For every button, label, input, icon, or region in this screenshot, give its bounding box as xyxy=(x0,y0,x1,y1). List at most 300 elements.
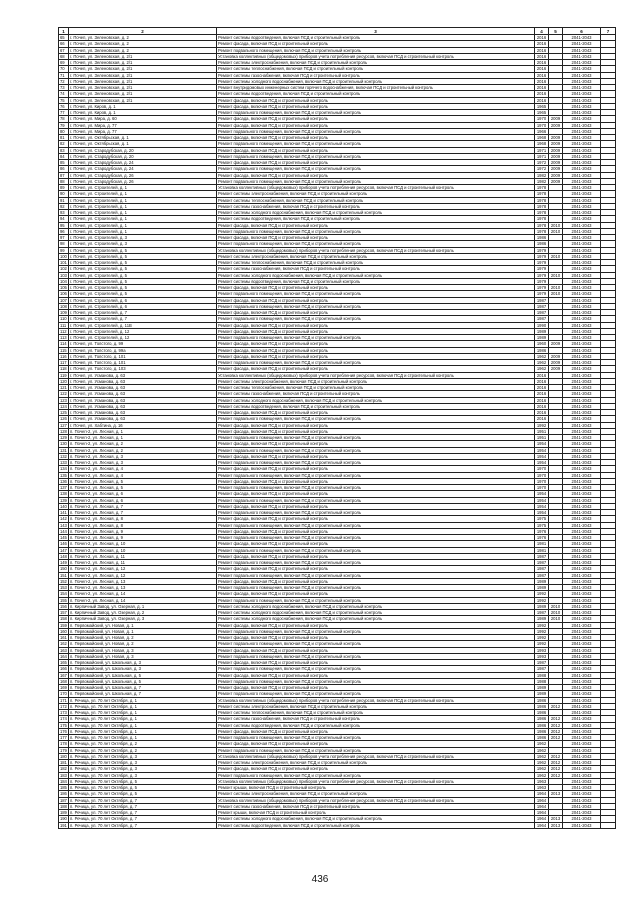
cell-build-year: 1954 xyxy=(535,453,549,459)
cell-address: г. Почеп, ул. Строителей, д. 5 xyxy=(69,266,217,272)
cell-row-number: 179 xyxy=(60,747,67,753)
cell-planned-period: 2041-2043 xyxy=(563,185,601,191)
cell-work-type: Установка коллективных (общедомовых) приборов учета потребления ресурсов, включая ПСД и строительный контроль xyxy=(217,697,535,703)
cell-build-year: 1964 xyxy=(535,816,549,822)
cell-planned-period: 2041-2043 xyxy=(563,360,601,366)
cell-work-type: Ремонт фасада, включая ПСД и строительный контроль xyxy=(217,103,535,109)
cell-build-year: 1954 xyxy=(535,503,549,509)
cell-address: г. Почеп, ул. Усманова, д. 63 xyxy=(69,391,217,397)
cell-row-number: 176 xyxy=(60,728,67,734)
cell-row-number: 138 xyxy=(60,491,67,497)
cell-planned-period: 2041-2043 xyxy=(563,791,601,797)
cell-address: г. Почеп, ул. Строителей, д. 1 xyxy=(69,203,217,209)
cell-repair-year: 2009 xyxy=(549,122,563,128)
cell-work-type: Ремонт системы холодного водоснабжения, включая ПСД и строительный контроль xyxy=(217,816,535,822)
cell-work-type: Ремонт системы электроснабжения, включая ПСД и строительный контроль xyxy=(217,378,535,384)
cell-address: п. Речица, ул. 70 лет Октября, д. 3 xyxy=(69,760,217,766)
cell-planned-period: 2041-2043 xyxy=(563,703,601,709)
cell-work-type: Установка коллективных (общедомовых) приборов учета потребления ресурсов, включая ПСД и строительный контроль xyxy=(217,247,535,253)
cell-build-year: 1979 xyxy=(535,291,549,297)
cell-planned-period: 2041-2043 xyxy=(563,328,601,334)
cell-address: г. Почеп, ул. Строителей, д. 3 xyxy=(69,235,217,241)
cell-repair-year: 2010 xyxy=(549,285,563,291)
cell-row-number: 68 xyxy=(59,53,69,59)
cell-build-year: 1992 xyxy=(535,635,549,641)
cell-work-type: Ремонт фасада, включая ПСД и строительный контроль xyxy=(217,728,535,734)
cell-row-number: 130 xyxy=(60,441,67,447)
cell-repair-year: 2009 xyxy=(549,141,563,147)
cell-address: п. Почеп-2, ул. Лесная, д. 2 xyxy=(69,441,217,447)
cell-row-number: 87 xyxy=(59,172,69,178)
cell-planned-period: 2041-2043 xyxy=(563,478,601,484)
cell-address: г. Почеп, ул. Строителей, д. 7 xyxy=(69,310,217,316)
cell-row-number: 78 xyxy=(59,116,69,122)
cell-address: г. Почеп, ул. Стародубская, д. 26 xyxy=(69,172,217,178)
cell-row-number: 110 xyxy=(60,316,67,322)
cell-address: г. Почеп, ул. Октябрьская, д. 1 xyxy=(69,141,217,147)
cell-build-year: 1978 xyxy=(535,185,549,191)
repair-schedule-table xyxy=(58,27,616,829)
cell-work-type: Ремонт подвального помещения, включая ПСД и строительный контроль xyxy=(217,153,535,159)
cell-work-type: Ремонт фасада, включая ПСД и строительный контроль xyxy=(217,660,535,666)
cell-planned-period: 2041-2043 xyxy=(563,697,601,703)
cell-build-year: 2016 xyxy=(535,66,549,72)
cell-work-type: Ремонт системы холодного водоснабжения, включая ПСД и строительный контроль xyxy=(217,210,535,216)
cell-build-year: 1962 xyxy=(535,741,549,747)
cell-row-number: 71 xyxy=(59,72,69,78)
cell-work-type: Ремонт системы холодного водоснабжения, включая ПСД и строительный контроль xyxy=(217,610,535,616)
cell-row-number: 126 xyxy=(60,416,67,422)
cell-build-year: 1962 xyxy=(535,760,549,766)
cell-address: п. Речица, ул. 70 лет Октября, д. 7 xyxy=(69,810,217,816)
cell-planned-period: 2041-2043 xyxy=(563,397,601,403)
cell-planned-period: 2041-2043 xyxy=(563,341,601,347)
cell-build-year: 1970 xyxy=(535,122,549,128)
cell-build-year: 1989 xyxy=(535,335,549,341)
cell-row-number: 160 xyxy=(60,628,67,634)
cell-planned-period: 2041-2043 xyxy=(563,153,601,159)
cell-row-number: 67 xyxy=(59,47,69,53)
cell-address: г. Почеп, ул. Мира, д. 77 xyxy=(69,122,217,128)
cell-address: п. Речица, ул. 70 лет Октября, д. 2 xyxy=(69,741,217,747)
cell-work-type: Ремонт подвального помещения, включая ПСД и строительный контроль xyxy=(217,572,535,578)
cell-planned-period: 2041-2043 xyxy=(563,528,601,534)
cell-planned-period: 2041-2043 xyxy=(563,672,601,678)
cell-build-year: 1987 xyxy=(535,303,549,309)
cell-repair-year: 2012 xyxy=(549,716,563,722)
cell-address: п. Речица, ул. 70 лет Октября, д. 1 xyxy=(69,710,217,716)
cell-planned-period: 2041-2043 xyxy=(563,410,601,416)
header-col-3: 3 xyxy=(217,28,535,35)
cell-work-type: Ремонт системы электроснабжения, включая ПСД и строительный контроль xyxy=(217,703,535,709)
cell-row-number: 79 xyxy=(59,122,69,128)
cell-build-year: 1989 xyxy=(535,578,549,584)
cell-build-year: 1979 xyxy=(535,247,549,253)
cell-row-number: 119 xyxy=(60,372,67,378)
cell-address: г. Почеп, ул. Хабтина, д. 16 xyxy=(69,422,217,428)
cell-row-number: 157 xyxy=(60,610,67,616)
cell-build-year: 1954 xyxy=(535,510,549,516)
cell-planned-period: 2041-2043 xyxy=(563,228,601,234)
cell-work-type: Ремонт подвального помещения, включая ПСД и строительный контроль xyxy=(217,460,535,466)
cell-row-number: 177 xyxy=(60,735,67,741)
cell-planned-period: 2041-2043 xyxy=(563,622,601,628)
cell-row-number: 77 xyxy=(59,110,69,116)
cell-planned-period: 2041-2043 xyxy=(563,385,601,391)
cell-work-type: Ремонт подвального помещения, включая ПСД и строительный контроль xyxy=(217,360,535,366)
cell-row-number: 99 xyxy=(59,247,69,253)
cell-address: г. Почеп, ул. Усманова, д. 63 xyxy=(69,416,217,422)
cell-repair-year: 2012 xyxy=(549,722,563,728)
cell-planned-period: 2041-2043 xyxy=(563,678,601,684)
cell-build-year: 1963 xyxy=(535,778,549,784)
cell-work-type: Ремонт подвального помещения, включая ПСД и строительный контроль xyxy=(217,316,535,322)
cell-work-type: Ремонт фасада, включая ПСД и строительный контроль xyxy=(217,410,535,416)
cell-planned-period: 2041-2043 xyxy=(563,347,601,353)
cell-address: п. Кирпичный Завод, ул. Озерная, д. 2 xyxy=(69,610,217,616)
cell-address: п. Почеп-2, ул. Лесная, д. 9 xyxy=(69,528,217,534)
cell-planned-period: 2041-2043 xyxy=(563,541,601,547)
cell-row-number: 128 xyxy=(60,428,67,434)
cell-planned-period: 2041-2043 xyxy=(563,660,601,666)
cell-row-number: 75 xyxy=(59,97,69,103)
cell-repair-year: 2012 xyxy=(549,766,563,772)
cell-work-type: Ремонт системы электроснабжения, включая ПСД и строительный контроль xyxy=(217,760,535,766)
cell-row-number: 72 xyxy=(59,78,69,84)
cell-work-type: Ремонт системы газоснабжения, включая ПСД и строительный контроль xyxy=(217,803,535,809)
cell-repair-year: 2009 xyxy=(549,153,563,159)
cell-row-number: 120 xyxy=(60,378,67,384)
cell-address: п. Почеп-2, ул. Лесная, д. 5 xyxy=(69,478,217,484)
cell-row-number: 188 xyxy=(60,803,67,809)
cell-planned-period: 2041-2043 xyxy=(563,560,601,566)
cell-address: г. Почеп, ул. Усманова, д. 63 xyxy=(69,410,217,416)
cell-build-year: 1971 xyxy=(535,147,549,153)
cell-build-year: 2016 xyxy=(535,372,549,378)
cell-planned-period: 2041-2043 xyxy=(563,216,601,222)
cell-address: г. Почеп, ул. Строителей, д. 1 xyxy=(69,222,217,228)
cell-address: п. Почеп-2, ул. Лесная, д. 1 xyxy=(69,435,217,441)
cell-planned-period: 2041-2043 xyxy=(563,510,601,516)
cell-row-number: 100 xyxy=(60,253,67,259)
cell-build-year: 1981 xyxy=(535,541,549,547)
cell-planned-period: 2041-2043 xyxy=(563,628,601,634)
cell-address: г. Почеп, ул. Усманова, д. 63 xyxy=(69,403,217,409)
cell-address: г. Почеп, ул. Стародубская, д. 24 xyxy=(69,166,217,172)
cell-address: п. Почеп-2, ул. Лесная, д. 7 xyxy=(69,510,217,516)
cell-build-year: 1978 xyxy=(535,197,549,203)
cell-work-type: Ремонт подвального помещения, включая ПСД и строительный контроль xyxy=(217,447,535,453)
cell-planned-period: 2041-2043 xyxy=(563,591,601,597)
cell-row-number: 150 xyxy=(60,566,67,572)
cell-build-year: 1987 xyxy=(535,297,549,303)
cell-build-year: 1989 xyxy=(535,603,549,609)
cell-address: п. Первомайский, ул. Новая, д. 3 xyxy=(69,647,217,653)
cell-work-type: Ремонт подвального помещения, включая ПСД и строительный контроль xyxy=(217,560,535,566)
cell-planned-period: 2041-2043 xyxy=(563,353,601,359)
cell-address: п. Почеп-2, ул. Лесная, д. 3 xyxy=(69,460,217,466)
cell-work-type: Ремонт подвального помещения, включая ПСД и строительный контроль xyxy=(217,691,535,697)
cell-work-type: Ремонт подвального помещения, включая ПСД и строительный контроль xyxy=(217,241,535,247)
cell-planned-period: 2041-2043 xyxy=(563,610,601,616)
cell-row-number: 183 xyxy=(60,772,67,778)
cell-planned-period: 2041-2043 xyxy=(563,97,601,103)
cell-build-year: 1982 xyxy=(535,178,549,184)
cell-row-number: 94 xyxy=(59,216,69,222)
cell-address: г. Почеп, ул. Стародубская, д. 24 xyxy=(69,160,217,166)
cell-work-type: Ремонт системы холодного водоснабжения, включая ПСД и строительный контроль xyxy=(217,397,535,403)
cell-row-number: 123 xyxy=(60,397,67,403)
cell-address: п. Речица, ул. 70 лет Октября, д. 3 xyxy=(69,766,217,772)
cell-planned-period: 2041-2043 xyxy=(563,222,601,228)
cell-planned-period: 2041-2043 xyxy=(563,603,601,609)
cell-row-number: 82 xyxy=(59,141,69,147)
cell-work-type: Ремонт подвального помещения, включая ПСД и строительный контроль xyxy=(217,291,535,297)
cell-address: г. Почеп, ул. Строителей, д. 5 xyxy=(69,247,217,253)
cell-work-type: Ремонт системы холодного водоснабжения, включая ПСД и строительный контроль xyxy=(217,616,535,622)
cell-build-year: 1987 xyxy=(535,610,549,616)
cell-address: г. Почеп, ул. Киров, д. 1 xyxy=(69,110,217,116)
cell-row-number: 83 xyxy=(59,147,69,153)
cell-address: г. Почеп, ул. Усманова, д. 63 xyxy=(69,397,217,403)
cell-work-type: Ремонт фасада, включая ПСД и строительный контроль xyxy=(217,466,535,472)
cell-row-number: 155 xyxy=(60,597,67,603)
cell-address: г. Почеп, ул. Стародубская, д. 20 xyxy=(69,153,217,159)
cell-build-year: 2016 xyxy=(535,385,549,391)
cell-address: п. Речица, ул. 70 лет Октября, д. 5 xyxy=(69,785,217,791)
cell-work-type: Ремонт подвального помещения, включая ПСД и строительный контроль xyxy=(217,435,535,441)
cell-address: п. Почеп-2, ул. Лесная, д. 5 xyxy=(69,485,217,491)
cell-work-type: Ремонт фасада, включая ПСД и строительный контроль xyxy=(217,516,535,522)
cell-row-number: 140 xyxy=(60,503,67,509)
cell-planned-period: 2041-2043 xyxy=(563,428,601,434)
cell-work-type: Ремонт фасада, включая ПСД и строительный контроль xyxy=(217,622,535,628)
cell-planned-period: 2041-2043 xyxy=(563,178,601,184)
cell-row-number: 103 xyxy=(60,272,67,278)
cell-repair-year: 2012 xyxy=(549,703,563,709)
cell-build-year: 2016 xyxy=(535,378,549,384)
cell-row-number: 187 xyxy=(60,797,67,803)
cell-address: п. Речица, ул. 70 лет Октября, д. 3 xyxy=(69,772,217,778)
cell-build-year: 1982 xyxy=(535,172,549,178)
cell-address: п. Речица, ул. 70 лет Октября, д. 1 xyxy=(69,716,217,722)
cell-work-type: Ремонт фасада, включая ПСД и строительный контроль xyxy=(217,347,535,353)
cell-build-year: 1964 xyxy=(535,822,549,828)
cell-build-year: 1987 xyxy=(535,553,549,559)
cell-planned-period: 2041-2043 xyxy=(563,666,601,672)
cell-build-year: 1972 xyxy=(535,160,549,166)
cell-row-number: 167 xyxy=(60,672,67,678)
cell-work-type: Ремонт системы водоотведения, включая ПСД и строительный контроль xyxy=(217,91,535,97)
cell-work-type: Ремонт подвального помещения, включая ПСД и строительный контроль xyxy=(217,47,535,53)
cell-repair-year: 2009 xyxy=(549,135,563,141)
cell-address: п. Первомайский, ул. Новая, д. 3 xyxy=(69,653,217,659)
cell-work-type: Ремонт подвального помещения, включая ПСД и строительный контроль xyxy=(217,510,535,516)
cell-planned-period: 2041-2043 xyxy=(563,772,601,778)
cell-address: п. Почеп-2, ул. Лесная, д. 11 xyxy=(69,560,217,566)
cell-repair-year: 2010 xyxy=(549,272,563,278)
cell-work-type: Ремонт системы водоотведения, включая ПСД и строительный контроль xyxy=(217,822,535,828)
cell-build-year: 1975 xyxy=(535,522,549,528)
cell-work-type: Ремонт фасада, включая ПСД и строительный контроль xyxy=(217,235,535,241)
cell-work-type: Ремонт фасада, включая ПСД и строительный контроль xyxy=(217,222,535,228)
cell-row-number: 81 xyxy=(59,135,69,141)
cell-build-year: 2016 xyxy=(535,403,549,409)
cell-row-number: 84 xyxy=(59,153,69,159)
cell-work-type: Ремонт системы газоснабжения, включая ПСД и строительный контроль xyxy=(217,72,535,78)
cell-planned-period: 2041-2043 xyxy=(563,803,601,809)
cell-build-year: 1986 xyxy=(535,722,549,728)
cell-build-year: 1987 xyxy=(535,310,549,316)
cell-row-number: 136 xyxy=(60,478,67,484)
cell-row-number: 135 xyxy=(60,472,67,478)
cell-build-year: 1986 xyxy=(535,703,549,709)
cell-build-year: 2016 xyxy=(535,78,549,84)
cell-build-year: 1993 xyxy=(535,653,549,659)
cell-planned-period: 2041-2043 xyxy=(563,466,601,472)
cell-planned-period: 2041-2043 xyxy=(563,653,601,659)
cell-work-type: Ремонт подвального помещения, включая ПСД и строительный контроль xyxy=(217,416,535,422)
cell-repair-year: 2009 xyxy=(549,341,563,347)
cell-repair-year: 2010 xyxy=(549,616,563,622)
cell-planned-period: 2041-2043 xyxy=(563,472,601,478)
cell-planned-period: 2041-2043 xyxy=(563,72,601,78)
cell-address: г. Почеп, ул. Зеленовская, д. 2 xyxy=(69,35,217,41)
cell-planned-period: 2041-2043 xyxy=(563,366,601,372)
cell-address: п. Почеп-2, ул. Лесная, д. 1 xyxy=(69,428,217,434)
cell-row-number: 175 xyxy=(60,722,67,728)
cell-build-year: 1992 xyxy=(535,591,549,597)
cell-planned-period: 2041-2043 xyxy=(563,141,601,147)
cell-row-number: 185 xyxy=(60,785,67,791)
cell-work-type: Ремонт фасада, включая ПСД и строительный контроль xyxy=(217,353,535,359)
cell-extra xyxy=(601,822,616,828)
cell-build-year: 1964 xyxy=(535,797,549,803)
cell-planned-period: 2041-2043 xyxy=(563,435,601,441)
cell-repair-year: 2009 xyxy=(549,360,563,366)
cell-address: п. Речица, ул. 70 лет Октября, д. 1 xyxy=(69,697,217,703)
table-body xyxy=(59,35,616,829)
cell-work-type: Ремонт системы газоснабжения, включая ПСД и строительный контроль xyxy=(217,391,535,397)
cell-work-type: Ремонт подвального помещения, включая ПСД и строительный контроль xyxy=(217,335,535,341)
cell-address: г. Почеп, ул. Строителей, д. 12 xyxy=(69,335,217,341)
cell-address: г. Почеп, ул. Строителей, д. 5 xyxy=(69,253,217,259)
cell-planned-period: 2041-2043 xyxy=(563,172,601,178)
cell-work-type: Ремонт подвального помещения, включая ПСД и строительный контроль xyxy=(217,110,535,116)
cell-row-number: 159 xyxy=(60,622,67,628)
cell-build-year: 1986 xyxy=(535,735,549,741)
cell-build-year: 1954 xyxy=(535,441,549,447)
cell-work-type: Ремонт фасада, включая ПСД и строительный контроль xyxy=(217,491,535,497)
cell-planned-period: 2041-2043 xyxy=(563,316,601,322)
cell-work-type: Ремонт фасада, включая ПСД и строительный контроль xyxy=(217,578,535,584)
cell-work-type: Ремонт фасада, включая ПСД и строительный контроль xyxy=(217,441,535,447)
cell-build-year: 1954 xyxy=(535,497,549,503)
cell-planned-period: 2041-2043 xyxy=(563,578,601,584)
cell-address: г. Почеп, ул. Усманова, д. 63 xyxy=(69,378,217,384)
header-col-4: 4 xyxy=(535,28,549,35)
cell-build-year: 1990 xyxy=(535,322,549,328)
cell-row-number: 171 xyxy=(60,697,67,703)
cell-work-type: Ремонт системы электроснабжения, включая ПСД и строительный контроль xyxy=(217,60,535,66)
cell-planned-period: 2041-2043 xyxy=(563,566,601,572)
cell-build-year: 1972 xyxy=(535,166,549,172)
cell-work-type: Ремонт подвального помещения, включая ПСД и строительный контроль xyxy=(217,747,535,753)
cell-row-number: 70 xyxy=(59,66,69,72)
cell-work-type: Ремонт подвального помещения, включая ПСД и строительный контроль xyxy=(217,772,535,778)
cell-work-type: Ремонт подвального помещения, включая ПСД и строительный контроль xyxy=(217,497,535,503)
cell-work-type: Ремонт фасада, включая ПСД и строительный контроль xyxy=(217,285,535,291)
cell-row-number: 154 xyxy=(60,591,67,597)
cell-build-year: 1962 xyxy=(535,753,549,759)
cell-address: г. Почеп, ул. Зеленовская, д. 2/1 xyxy=(69,91,217,97)
cell-planned-period: 2041-2043 xyxy=(563,203,601,209)
cell-build-year: 1970 xyxy=(535,478,549,484)
cell-build-year: 1970 xyxy=(535,116,549,122)
cell-address: г. Почеп, ул. Зеленовская, д. 2/1 xyxy=(69,66,217,72)
cell-address: п. Почеп-2, ул. Лесная, д. 7 xyxy=(69,503,217,509)
cell-planned-period: 2041-2043 xyxy=(563,291,601,297)
cell-row-number: 121 xyxy=(60,385,67,391)
cell-address: п. Речица, ул. 70 лет Октября, д. 1 xyxy=(69,735,217,741)
cell-build-year: 1964 xyxy=(535,803,549,809)
cell-row-number: 134 xyxy=(60,466,67,472)
cell-address: п. Почеп-2, ул. Лесная, д. 3 xyxy=(69,453,217,459)
cell-build-year: 2016 xyxy=(535,72,549,78)
cell-build-year: 1978 xyxy=(535,228,549,234)
cell-row-number: 137 xyxy=(60,485,67,491)
cell-address: п. Почеп-2, ул. Лесная, д. 12 xyxy=(69,572,217,578)
cell-planned-period: 2041-2043 xyxy=(563,303,601,309)
cell-planned-period: 2041-2043 xyxy=(563,585,601,591)
cell-row-number: 118 xyxy=(60,366,67,372)
cell-build-year: 1989 xyxy=(535,685,549,691)
cell-work-type: Ремонт подвального помещения, включая ПСД и строительный контроль xyxy=(217,166,535,172)
cell-address: п. Речица, ул. 70 лет Октября, д. 7 xyxy=(69,803,217,809)
cell-row-number: 191 xyxy=(60,822,67,828)
cell-planned-period: 2041-2043 xyxy=(563,272,601,278)
cell-address: п. Почеп-2, ул. Лесная, д. 13 xyxy=(69,585,217,591)
cell-row-number: 107 xyxy=(60,297,67,303)
cell-build-year: 1987 xyxy=(535,660,549,666)
cell-row-number: 164 xyxy=(60,653,67,659)
cell-row-number: 108 xyxy=(60,303,67,309)
cell-row-number: 180 xyxy=(60,753,67,759)
cell-planned-period: 2041-2043 xyxy=(563,741,601,747)
cell-build-year: 1987 xyxy=(535,566,549,572)
cell-address: п. Первомайский, ул. Школьная, д. 3 xyxy=(69,666,217,672)
cell-repair-year: 2012 xyxy=(549,772,563,778)
cell-work-type: Ремонт системы холодного водоснабжения, включая ПСД и строительный контроль xyxy=(217,603,535,609)
cell-build-year: 1976 xyxy=(535,528,549,534)
cell-address: п. Речица, ул. 70 лет Октября, д. 1 xyxy=(69,722,217,728)
cell-address: г. Почеп, ул. Усманова, д. 63 xyxy=(69,372,217,378)
cell-row-number: 184 xyxy=(60,778,67,784)
cell-address: г. Почеп, ул. Строителей, д. 12 xyxy=(69,328,217,334)
cell-address: п. Почеп-2, ул. Лесная, д. 4 xyxy=(69,472,217,478)
cell-address: г. Почеп, ул. Зеленовская, д. 2/1 xyxy=(69,97,217,103)
cell-work-type: Ремонт фасада, включая ПСД и строительный контроль xyxy=(217,566,535,572)
cell-build-year: 1975 xyxy=(535,516,549,522)
cell-row-number: 104 xyxy=(60,278,67,284)
cell-build-year: 1979 xyxy=(535,266,549,272)
cell-work-type: Ремонт крыши, включая ПСД и строительный контроль xyxy=(217,785,535,791)
cell-planned-period: 2041-2043 xyxy=(563,647,601,653)
cell-build-year: 1986 xyxy=(535,235,549,241)
cell-row-number: 122 xyxy=(60,391,67,397)
cell-work-type: Ремонт фасада, включая ПСД и строительный контроль xyxy=(217,453,535,459)
cell-row-number: 169 xyxy=(60,685,67,691)
